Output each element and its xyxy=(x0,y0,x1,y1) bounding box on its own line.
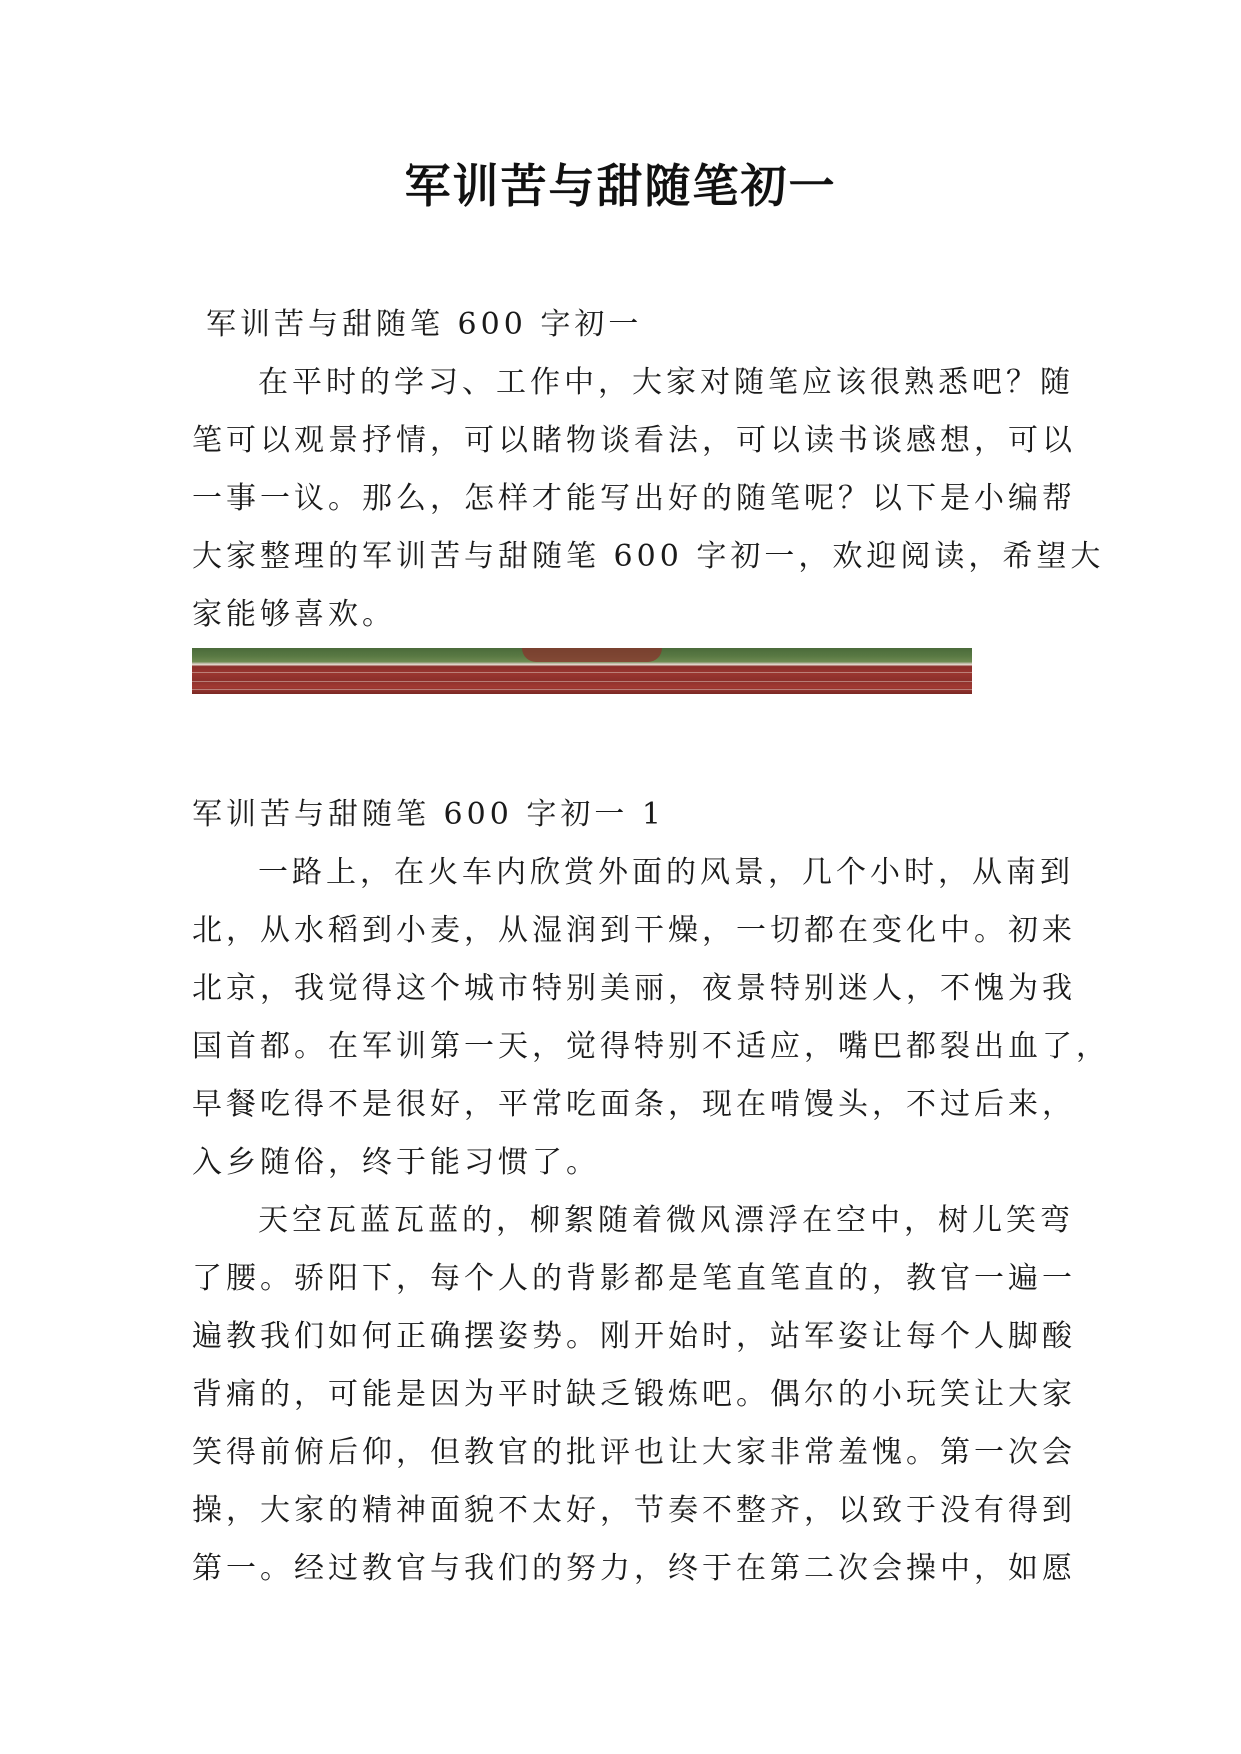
paragraph-line: 家能够喜欢。 xyxy=(192,597,396,632)
paragraph-line: 第一。经过教官与我们的努力，终于在第二次会操中，如愿 xyxy=(192,1551,1076,1586)
document-body xyxy=(192,296,1110,1598)
paragraph-line: 操，大家的精神面貌不太好，节奏不整齐，以致于没有得到 xyxy=(192,1493,1076,1528)
paragraph-line: 遍教我们如何正确摆姿势。刚开始时，站军姿让每个人脚酸 xyxy=(192,1319,1076,1354)
section-heading: 军训苦与甜随笔 600 字初一 1 xyxy=(192,797,665,832)
paragraph-line: 北，从水稻到小麦，从湿润到干燥，一切都在变化中。初来 xyxy=(192,913,1076,948)
paragraph-line: 国首都。在军训第一天，觉得特别不适应，嘴巴都裂出血了， xyxy=(192,1029,1110,1064)
paragraph-line: 背痛的，可能是因为平时缺乏锻炼吧。偶尔的小玩笑让大家 xyxy=(192,1377,1076,1412)
paragraph-line: 笔可以观景抒情，可以睹物谈看法，可以读书谈感想，可以 xyxy=(192,423,1076,458)
paragraph-line: 天空瓦蓝瓦蓝的，柳絮随着微风漂浮在空中，树儿笑弯 xyxy=(258,1203,1074,1238)
paragraph-line: 笑得前俯后仰，但教官的批评也让大家非常羞愧。第一次会 xyxy=(192,1435,1076,1470)
section-paragraph-2 xyxy=(192,1192,1076,1598)
paragraph-line: 了腰。骄阳下，每个人的背影都是笔直笔直的，教官一遍一 xyxy=(192,1261,1076,1296)
section-paragraph-1 xyxy=(192,844,1110,1192)
paragraph-line: 大家整理的军训苦与甜随笔 600 字初一，欢迎阅读，希望大 xyxy=(192,539,1105,574)
paragraph-line: 一事一议。那么，怎样才能写出好的随笔呢？以下是小编帮 xyxy=(192,481,1076,516)
intro-subtitle: 军训苦与甜随笔 600 字初一 xyxy=(206,307,643,342)
running-track-photo xyxy=(192,648,972,694)
paragraph-line: 入乡随俗，终于能习惯了。 xyxy=(192,1145,600,1180)
document-title: 军训苦与甜随笔初一 xyxy=(404,159,837,213)
paragraph-line: 北京，我觉得这个城市特别美丽，夜景特别迷人，不愧为我 xyxy=(192,971,1076,1006)
paragraph-line: 在平时的学习、工作中，大家对随笔应该很熟悉吧？随 xyxy=(258,365,1074,400)
intro-paragraph xyxy=(192,354,1105,644)
paragraph-line: 早餐吃得不是很好，平常吃面条，现在啃馒头，不过后来， xyxy=(192,1087,1076,1122)
paragraph-line: 一路上，在火车内欣赏外面的风景，几个小时，从南到 xyxy=(258,855,1074,890)
